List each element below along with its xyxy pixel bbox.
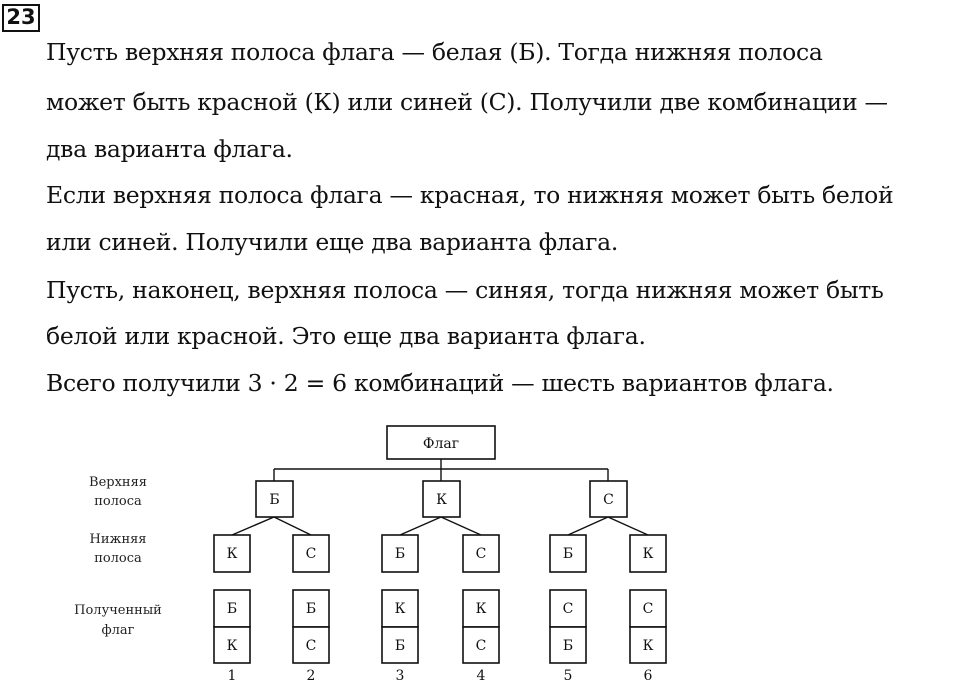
result-flag-4-number: 4 <box>476 668 486 684</box>
edge-top3-bottom5 <box>568 517 608 535</box>
top-stripe-node-2 <box>423 481 460 517</box>
result-flag-5-top: С <box>562 601 574 617</box>
result-flag-1-top: Б <box>226 601 238 617</box>
result-flag-1-bottom: К <box>226 638 238 654</box>
result-flag-6-bottom: К <box>642 638 654 654</box>
edge-top2-bottom3 <box>400 517 441 535</box>
result-flag-2-number: 2 <box>306 668 316 684</box>
bottom-stripe-node-5 <box>550 535 586 572</box>
text-line-4: Если верхняя полоса флага — красная, то нижняя может быть белой <box>46 181 894 209</box>
text-line-1: Пусть верхняя полоса флага — белая (Б). Тогда нижняя полоса <box>46 38 823 66</box>
result-flag-5-number: 5 <box>563 668 573 684</box>
label-top-stripe-1: Верхняя <box>89 475 147 490</box>
text-line-5: или синей. Получили еще два варианта флага. <box>46 228 619 256</box>
result-flag-3-top: К <box>394 601 406 617</box>
result-flag-6-number: 6 <box>643 668 653 684</box>
top-stripe-label-3: С <box>603 492 614 508</box>
edge-top2-bottom4 <box>441 517 481 535</box>
bottom-stripe-label-6: К <box>642 546 654 562</box>
bottom-stripe-label-4: С <box>475 546 487 562</box>
result-flag-3 <box>382 590 418 684</box>
edge-top1-bottom1 <box>232 517 274 535</box>
bottom-stripe-label-3: Б <box>394 546 406 562</box>
result-flag-4-bottom: С <box>475 638 487 654</box>
label-result-flag-1: Полученный <box>74 603 162 618</box>
result-flag-6-top: С <box>642 601 654 617</box>
result-flag-1-number: 1 <box>227 668 237 684</box>
edge-top1-bottom2 <box>274 517 311 535</box>
bottom-stripe-label-2: С <box>305 546 317 562</box>
result-flag-3-bottom: Б <box>394 638 406 654</box>
result-flag-6 <box>630 590 666 684</box>
result-flag-4-top: К <box>475 601 487 617</box>
result-flag-5-bottom: Б <box>562 638 574 654</box>
label-bottom-stripe-2: полоса <box>94 551 142 566</box>
result-flag-4 <box>463 590 499 684</box>
text-line-8: Всего получили 3 · 2 = 6 комбинаций — шесть вариантов флага. <box>46 369 834 397</box>
top-stripe-label-1: Б <box>269 492 280 508</box>
label-bottom-stripe-1: Нижняя <box>89 532 147 547</box>
problem-number: 23 <box>2 4 40 32</box>
result-flag-5 <box>550 590 586 684</box>
text-line-7: белой или красной. Это еще два варианта флага. <box>46 322 646 350</box>
result-flag-2-bottom: С <box>305 638 317 654</box>
bottom-stripe-node-1 <box>214 535 250 572</box>
result-flag-2-top: Б <box>305 601 317 617</box>
top-stripe-node-3 <box>590 481 627 517</box>
label-top-stripe-2: полоса <box>94 494 142 509</box>
bottom-stripe-node-2 <box>293 535 329 572</box>
result-flag-3-number: 3 <box>395 668 405 684</box>
bottom-stripe-label-1: К <box>226 546 238 562</box>
text-line-3: два варианта флага. <box>46 135 293 163</box>
root-node-label: Флаг <box>422 436 460 452</box>
text-line-2: может быть красной (К) или синей (С). Получили две комбинации — <box>46 88 888 116</box>
top-stripe-node-1 <box>256 481 293 517</box>
top-stripe-label-2: К <box>436 492 447 508</box>
result-flag-2 <box>293 590 329 684</box>
result-flag-1 <box>214 590 250 684</box>
text-line-6: Пусть, наконец, верхняя полоса — синяя, тогда нижняя может быть <box>46 276 884 304</box>
edge-top3-bottom6 <box>608 517 648 535</box>
root-node <box>387 426 495 459</box>
bottom-stripe-node-4 <box>463 535 499 572</box>
bottom-stripe-node-6 <box>630 535 666 572</box>
bottom-stripe-label-5: Б <box>562 546 574 562</box>
label-result-flag-2: флаг <box>101 623 135 638</box>
bottom-stripe-node-3 <box>382 535 418 572</box>
